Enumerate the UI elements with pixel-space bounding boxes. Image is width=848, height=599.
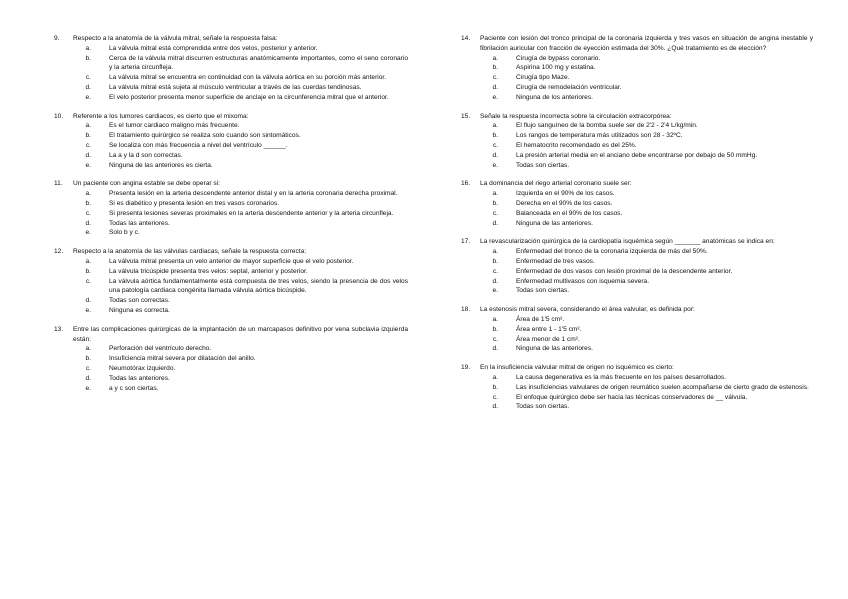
option-text: Ninguna es correcta. — [109, 306, 170, 314]
option-item — [461, 54, 813, 64]
option-item — [461, 402, 813, 412]
option-letter: b. — [85, 199, 91, 207]
option-letter: d. — [85, 374, 91, 382]
option-letter: b. — [492, 383, 498, 391]
option-item — [461, 161, 813, 171]
question-text: La revascularización quirúrgica de la cardiopatía isquémica según _______ anatómicas se indica en: — [480, 238, 775, 246]
option-text: Área de 1'5 cm². — [516, 315, 565, 323]
option-item — [461, 141, 813, 151]
option-item — [461, 199, 813, 209]
option-item — [461, 383, 813, 393]
option-item — [461, 93, 813, 103]
question-number: 10. — [54, 112, 64, 120]
options-list — [54, 189, 408, 238]
option-letter: d. — [85, 83, 91, 91]
option-text: El hematocrito recomendado es del 25%. — [516, 141, 637, 149]
option-letter: a. — [85, 122, 91, 130]
option-letter: c. — [85, 209, 91, 217]
option-text: Cirugía tipo Maze. — [516, 74, 570, 82]
question-number: 16. — [461, 180, 471, 188]
options-list — [461, 315, 813, 354]
option-letter: c. — [492, 335, 498, 343]
option-text: El enfoque quirúrgico debe ser hacia las técnicas conservadores de __ válvula. — [516, 393, 748, 401]
option-item — [54, 219, 408, 229]
option-text: Todas las anteriores. — [109, 219, 170, 227]
option-letter: d. — [492, 83, 498, 91]
option-item — [54, 54, 408, 74]
question-number: 15. — [461, 112, 471, 120]
option-item — [461, 63, 813, 73]
option-letter: a. — [492, 248, 498, 256]
option-letter: c. — [85, 74, 91, 82]
option-item — [54, 364, 408, 374]
option-text: Solo b y c. — [109, 229, 140, 237]
option-item — [461, 247, 813, 257]
option-item — [54, 384, 408, 394]
option-text: Todas son ciertas. — [516, 403, 570, 411]
question-text: Respecto a la anatomía de la válvula mitral, señale la respuesta falsa: — [73, 35, 278, 42]
option-item — [461, 373, 813, 383]
option-letter: e. — [85, 229, 91, 237]
option-letter: b. — [492, 199, 498, 207]
option-item — [461, 286, 813, 296]
option-text: Balanceada en el 90% de los casos. — [516, 209, 623, 217]
question-14 — [461, 34, 813, 103]
option-letter: c. — [492, 74, 498, 82]
option-text: La válvula tricúspide presenta tres velos: septal, anterior y posterior. — [109, 267, 308, 275]
question-number: 14. — [461, 35, 471, 42]
option-text: Si es diabético y presenta lesión en tres vasos coronarios. — [109, 199, 280, 207]
option-letter: c. — [492, 209, 498, 217]
option-letter: c. — [492, 141, 498, 149]
option-item — [461, 189, 813, 199]
option-letter: e. — [492, 161, 498, 169]
options-list — [461, 189, 813, 228]
question-text: Señale la respuesta incorrecta sobre la circulación extracorpórea: — [480, 112, 672, 120]
question-number: 12. — [54, 248, 64, 256]
option-text: Ninguna de las anteriores. — [516, 345, 593, 353]
question-11 — [54, 179, 408, 238]
option-item — [54, 296, 408, 306]
question-stem — [461, 363, 813, 373]
option-text: Es el tumor cardiaco maligno más frecuente. — [109, 122, 240, 130]
option-item — [54, 267, 408, 277]
option-text: Todas son ciertas. — [516, 287, 570, 295]
option-item — [54, 354, 408, 364]
option-text: El velo posterior presenta menor superficie de anclaje en la circunferencia mitral que el anterior. — [109, 93, 389, 101]
option-letter: b. — [492, 132, 498, 140]
option-text: a y c son ciertas. — [109, 384, 159, 392]
option-item — [54, 73, 408, 83]
option-text: La a y la d son correctas. — [109, 151, 183, 159]
option-item — [54, 44, 408, 54]
question-10 — [54, 112, 408, 171]
option-text: Ninguna de los anteriores. — [516, 93, 593, 101]
question-stem — [54, 112, 408, 122]
question-text: Un paciente con angina estable se debe operar si: — [73, 180, 220, 188]
question-16 — [461, 179, 813, 228]
option-text: Área menor de 1 cm². — [516, 335, 580, 343]
option-letter: a. — [492, 315, 498, 323]
question-number: 11. — [54, 180, 63, 188]
option-text: Enfermedad multivasos con isquemia severa. — [516, 277, 650, 285]
option-text: Perforación del ventrículo derecho. — [109, 345, 212, 353]
options-list — [54, 257, 408, 316]
option-text: Cirugía de remodelación ventricular. — [516, 83, 622, 91]
option-item — [461, 209, 813, 219]
option-letter: e. — [492, 93, 498, 101]
option-item — [461, 219, 813, 229]
option-text: Aspirina 100 mg y estatina. — [516, 64, 596, 72]
option-letter: d. — [492, 345, 498, 353]
option-letter: d. — [492, 151, 498, 159]
option-item — [461, 315, 813, 325]
options-list — [54, 121, 408, 170]
question-number: 17. — [461, 238, 471, 246]
option-text: La válvula mitral está sujeta al músculo ventricular a través de las cuerdas tendinosas. — [109, 83, 362, 91]
option-letter: b. — [492, 325, 498, 333]
option-letter: e. — [85, 384, 91, 392]
question-stem — [461, 34, 813, 54]
question-stem — [461, 179, 813, 189]
option-letter: a. — [492, 54, 498, 62]
option-item — [461, 267, 813, 277]
option-text: Izquierda en el 90% de los casos. — [516, 190, 615, 198]
option-letter: a. — [85, 44, 91, 52]
option-text: Enfermedad de dos vasos con lesión proximal de la descendente anterior. — [516, 267, 733, 275]
option-item — [461, 257, 813, 267]
option-item — [54, 121, 408, 131]
option-letter: b. — [492, 64, 498, 72]
question-text: Paciente con lesión del tronco principal de la coronaria izquierda y tres vasos en situación de angina inestable y fibrilación auricular con fracción de eyección estimada del 30%. ¿Qué tratamiento es de elección? — [480, 35, 813, 52]
question-stem — [461, 237, 813, 247]
question-number: 19. — [461, 364, 471, 372]
question-9 — [54, 34, 408, 103]
question-stem — [461, 305, 813, 315]
option-text: Ninguna de las anteriores es cierta. — [109, 161, 213, 169]
option-item — [461, 335, 813, 345]
option-item — [54, 306, 408, 316]
option-letter: a. — [85, 190, 91, 198]
option-text: La presión arterial media en el anciano debe encontrarse por debajo de 50 mmHg. — [516, 151, 758, 159]
question-stem — [54, 34, 408, 44]
option-item — [54, 344, 408, 354]
option-text: Cerca de la válvula mitral discurren estructuras anatómicamente importantes, como el seno coronario y la arteria circunfleja. — [109, 54, 408, 72]
option-letter: b. — [85, 355, 91, 363]
option-letter: d. — [85, 219, 91, 227]
option-item — [54, 374, 408, 384]
option-item — [461, 325, 813, 335]
option-letter: b. — [85, 54, 91, 62]
option-text: Área entre 1 - 1'5 cm². — [516, 325, 582, 333]
option-letter: c. — [85, 364, 91, 372]
option-item — [54, 189, 408, 199]
option-letter: d. — [492, 277, 498, 285]
option-item — [461, 151, 813, 161]
option-item — [54, 151, 408, 161]
option-item — [54, 161, 408, 171]
option-item — [54, 199, 408, 209]
option-text: El flujo sanguíneo de la bomba suele ser de 2'2 - 2'4 L/kg/min. — [516, 122, 698, 130]
question-text: Entre las complicaciones quirúrgicas de la implantación de un marcapasos definitivo por vena subclavia izquierda están: — [73, 325, 408, 343]
options-list — [461, 121, 813, 170]
option-text: Derecha en el 90% de los casos. — [516, 199, 613, 207]
option-letter: a. — [85, 257, 91, 265]
option-letter: e. — [85, 93, 91, 101]
option-text: Enfermedad del tronco de la coronaria izquierda de más del 50%. — [516, 248, 708, 256]
option-text: Presenta lesión en la arteria descendente anterior distal y en la arteria coronaria derecha proximal. — [109, 190, 398, 198]
option-letter: b. — [85, 132, 91, 140]
option-text: Los rangos de temperatura más utilizados son 28 - 32ºC. — [516, 132, 683, 140]
option-item — [54, 141, 408, 151]
option-letter: c. — [85, 141, 91, 149]
option-item — [461, 121, 813, 131]
right-column — [461, 34, 813, 421]
option-item — [461, 344, 813, 354]
option-text: La válvula aórtica fundamentalmente está compuesta de tres velos, siendo la presencia de dos velos una patología cardiaca congénita llamada válvula aórtica bicúspide. — [109, 277, 408, 295]
option-letter: c. — [492, 393, 498, 401]
option-letter: e. — [85, 161, 91, 169]
options-list — [54, 44, 408, 103]
option-text: Insuficiencia mitral severa por dilatación del anillo. — [109, 355, 256, 363]
option-text: Si presenta lesiones severas proximales en la arteria descendente anterior y la arteria circunfleja. — [109, 209, 394, 217]
option-text: Neumotórax izquierdo. — [109, 364, 176, 372]
option-letter: a. — [492, 190, 498, 198]
option-item — [54, 257, 408, 267]
option-text: Enfermedad de tres vasos. — [516, 257, 595, 265]
option-item — [54, 131, 408, 141]
question-stem — [54, 325, 408, 345]
option-text: Las insuficiencias valvulares de origen reumático suelen acompañarse de cierto grado de estenosis. — [516, 383, 809, 391]
option-letter: a. — [492, 122, 498, 130]
option-letter: e. — [492, 287, 498, 295]
option-letter: b. — [492, 257, 498, 265]
question-number: 9. — [54, 35, 60, 42]
option-text: Ninguna de las anteriores. — [516, 219, 593, 227]
option-letter: e. — [85, 306, 91, 314]
option-letter: a. — [492, 373, 498, 381]
option-text: La válvula mitral está comprendida entre dos velos, posterior y anterior. — [109, 44, 318, 52]
question-12 — [54, 247, 408, 316]
option-text: La válvula mitral presenta un velo anterior de mayor superficie que el velo posterior. — [109, 257, 354, 265]
options-list — [461, 373, 813, 412]
question-text: Respecto a la anatomía de las válvulas cardiacas, señale la respuesta correcta: — [73, 248, 307, 256]
option-text: El tratamiento quirúrgico se realiza solo cuando son sintomáticos. — [109, 132, 301, 140]
question-text: La dominancia del riego arterial coronario suele ser: — [480, 180, 632, 188]
option-text: Todas son ciertas. — [516, 161, 570, 169]
option-letter: d. — [85, 297, 91, 305]
options-list — [461, 54, 813, 103]
question-text: La estenosis mitral severa, considerando el área valvular, es definida por: — [480, 306, 695, 314]
option-text: La causa degenerativa es la más frecuente en los países desarrollados. — [516, 373, 727, 381]
option-letter: d. — [492, 219, 498, 227]
option-letter: d. — [85, 151, 91, 159]
option-letter: c. — [85, 277, 91, 285]
question-13 — [54, 325, 408, 394]
option-letter: d. — [492, 403, 498, 411]
option-item — [54, 83, 408, 93]
question-15 — [461, 112, 813, 171]
option-text: Todas son correctas. — [109, 297, 170, 305]
option-letter: c. — [492, 267, 498, 275]
option-item — [54, 277, 408, 297]
option-item — [54, 228, 408, 238]
left-column — [54, 34, 408, 402]
option-text: Se localiza con más frecuencia a nivel del ventrículo ______. — [109, 141, 288, 149]
options-list — [461, 247, 813, 296]
question-17 — [461, 237, 813, 296]
option-item — [54, 209, 408, 219]
question-number: 18. — [461, 306, 471, 314]
question-stem — [461, 112, 813, 122]
options-list — [54, 344, 408, 393]
question-stem — [54, 179, 408, 189]
question-text: Referente a los tumores cardiacos, es cierto que el mixoma: — [73, 112, 249, 120]
option-item — [461, 83, 813, 93]
option-item — [461, 393, 813, 403]
option-text: Todas las anteriores. — [109, 374, 170, 382]
question-19 — [461, 363, 813, 412]
option-letter: a. — [85, 345, 91, 353]
option-item — [461, 131, 813, 141]
option-text: Cirugía de bypass coronario. — [516, 54, 601, 62]
question-number: 13. — [54, 325, 64, 333]
option-letter: b. — [85, 267, 91, 275]
option-item — [461, 277, 813, 287]
option-item — [54, 93, 408, 103]
option-text: La válvula mitral se encuentra en continuidad con la válvula aórtica en su porción más anterior. — [109, 74, 387, 82]
option-item — [461, 73, 813, 83]
question-stem — [54, 247, 408, 257]
question-18 — [461, 305, 813, 354]
question-text: En la insuficiencia valvular mitral de origen no isquémico es cierto: — [480, 364, 674, 372]
